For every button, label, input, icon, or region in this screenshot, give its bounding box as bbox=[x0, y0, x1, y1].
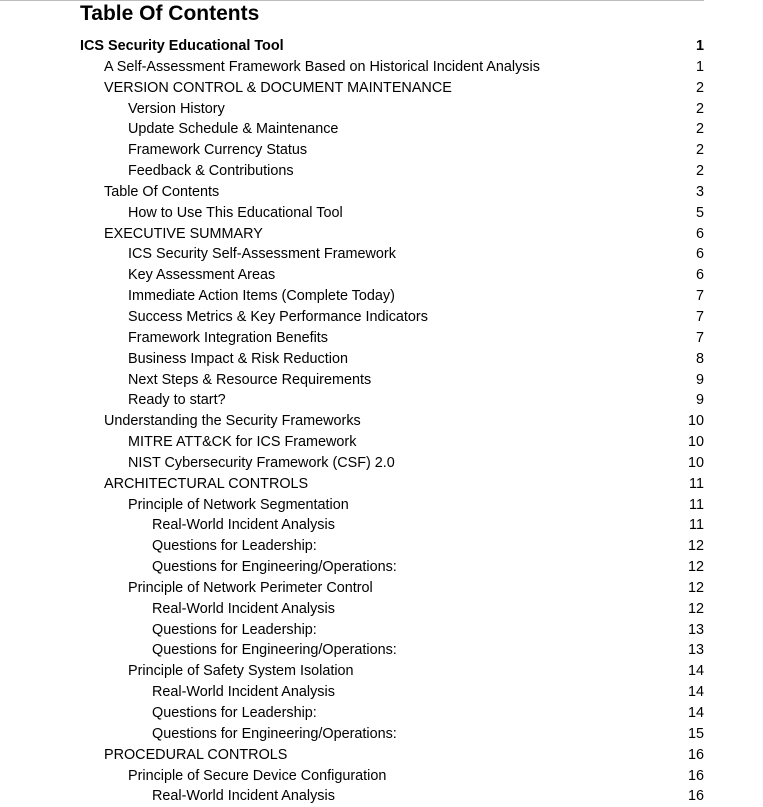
toc-entry[interactable] bbox=[80, 682, 704, 703]
toc-entry-label[interactable]: Immediate Action Items (Complete Today) bbox=[128, 288, 395, 305]
toc-entry-page-number[interactable]: 10 bbox=[687, 413, 704, 430]
toc-entry-label[interactable]: How to Use This Educational Tool bbox=[128, 204, 343, 221]
toc-entry-page-number[interactable]: 3 bbox=[695, 183, 704, 200]
toc-entry-page-number[interactable]: 14 bbox=[687, 684, 704, 701]
toc-entry[interactable] bbox=[80, 99, 704, 120]
toc-entry[interactable] bbox=[80, 182, 704, 203]
toc-entry-label[interactable]: MITRE ATT&CK for ICS Framework bbox=[128, 434, 357, 451]
toc-entry-page-number[interactable]: 9 bbox=[695, 392, 704, 409]
toc-heading: Table Of Contents bbox=[80, 2, 260, 25]
toc-entry[interactable] bbox=[80, 724, 704, 745]
toc-entry[interactable] bbox=[80, 370, 704, 391]
toc-entry-page-number[interactable]: 6 bbox=[695, 225, 704, 242]
toc-entry-label[interactable]: Questions for Engineering/Operations: bbox=[152, 725, 397, 742]
toc-entry-label[interactable]: Ready to start? bbox=[128, 392, 226, 409]
toc-entry-label[interactable]: Table Of Contents bbox=[104, 183, 220, 200]
toc-entry[interactable] bbox=[80, 140, 704, 161]
toc-entry-label[interactable]: EXECUTIVE SUMMARY bbox=[104, 225, 263, 242]
toc-entry-page-number[interactable]: 9 bbox=[695, 371, 704, 388]
toc-entry-page-number[interactable]: 10 bbox=[687, 434, 704, 451]
toc-entry-page-number[interactable]: 12 bbox=[687, 538, 704, 555]
toc-entry-label[interactable]: Business Impact & Risk Reduction bbox=[128, 350, 348, 367]
toc-entry-page-number[interactable]: 13 bbox=[687, 642, 704, 659]
toc-entry-page-number[interactable]: 16 bbox=[687, 788, 704, 805]
toc-entry-label[interactable]: Key Assessment Areas bbox=[128, 267, 276, 284]
toc-entry-page-number[interactable]: 2 bbox=[695, 79, 704, 96]
toc-entry-label[interactable]: Real-World Incident Analysis bbox=[152, 600, 335, 617]
toc-entry-page-number[interactable]: 15 bbox=[687, 725, 704, 742]
toc-entry[interactable] bbox=[80, 620, 704, 641]
toc-entry-page-number[interactable]: 2 bbox=[695, 121, 704, 138]
toc-entry[interactable] bbox=[80, 161, 704, 182]
toc-entry-page-number[interactable]: 7 bbox=[695, 308, 704, 325]
toc-entry-label[interactable]: Principle of Safety System Isolation bbox=[128, 663, 354, 680]
toc-entry-page-number[interactable]: 6 bbox=[695, 246, 704, 263]
toc-entry[interactable] bbox=[80, 474, 704, 495]
toc-entry-page-number[interactable]: 14 bbox=[687, 705, 704, 721]
toc-entry[interactable] bbox=[80, 328, 704, 349]
toc-entry[interactable] bbox=[80, 390, 704, 411]
toc-entry-page-number[interactable]: 2 bbox=[695, 142, 704, 159]
toc-entry[interactable] bbox=[80, 349, 704, 370]
toc-entry-page-number[interactable]: 5 bbox=[695, 204, 704, 221]
toc-entry-page-number[interactable]: 14 bbox=[687, 663, 704, 680]
toc-entry-page-number[interactable]: 13 bbox=[687, 621, 704, 638]
toc-entry-label[interactable]: Principle of Secure Device Configuration bbox=[128, 767, 387, 784]
toc-entry-label[interactable]: A Self-Assessment Framework Based on Historical Incident Analysis bbox=[104, 58, 540, 75]
toc-entry[interactable] bbox=[80, 453, 704, 474]
toc-entry-label[interactable]: Real-World Incident Analysis bbox=[152, 517, 335, 534]
toc-entry-label[interactable]: Questions for Leadership: bbox=[152, 621, 317, 638]
toc-entry-page-number[interactable]: 2 bbox=[695, 100, 704, 117]
toc-entry-label[interactable]: ICS Security Self-Assessment Framework bbox=[128, 246, 396, 263]
toc-entry[interactable] bbox=[80, 515, 704, 536]
toc-entry-page-number[interactable]: 8 bbox=[695, 350, 704, 367]
toc-entry[interactable] bbox=[80, 703, 704, 724]
toc-entry-label[interactable]: PROCEDURAL CONTROLS bbox=[104, 746, 288, 763]
toc-entry-page-number[interactable]: 16 bbox=[687, 746, 704, 763]
toc-entry-label[interactable]: VERSION CONTROL & DOCUMENT MAINTENANCE bbox=[104, 79, 452, 96]
toc-entry-page-number[interactable]: 6 bbox=[695, 267, 704, 284]
toc-entry[interactable] bbox=[80, 536, 704, 557]
page-top-border bbox=[0, 0, 704, 1]
toc-entry-label[interactable]: NIST Cybersecurity Framework (CSF) 2.0 bbox=[128, 454, 395, 471]
toc-entry-label[interactable]: ICS Security Educational Tool bbox=[80, 38, 284, 54]
toc-entry[interactable] bbox=[80, 557, 704, 578]
toc-entry-label[interactable]: Questions for Leadership: bbox=[152, 538, 317, 555]
toc-entry-label[interactable]: Principle of Network Perimeter Control bbox=[128, 579, 373, 596]
toc-entry[interactable] bbox=[80, 745, 704, 766]
toc-entry-page-number[interactable]: 1 bbox=[695, 58, 704, 75]
toc-entry-page-number[interactable]: 2 bbox=[695, 163, 704, 180]
toc-entry[interactable] bbox=[80, 78, 704, 99]
toc-entry-label[interactable]: Questions for Engineering/Operations: bbox=[152, 559, 397, 576]
toc-entry[interactable] bbox=[80, 119, 704, 140]
toc-entry[interactable] bbox=[80, 265, 704, 286]
toc-entry[interactable] bbox=[80, 661, 704, 682]
toc-entry-label[interactable]: Version History bbox=[128, 100, 225, 117]
toc-list bbox=[80, 36, 704, 807]
toc-entry[interactable] bbox=[80, 307, 704, 328]
toc-entry-label[interactable]: Real-World Incident Analysis bbox=[152, 788, 335, 805]
toc-entry[interactable] bbox=[80, 224, 704, 245]
toc-entry-label[interactable]: Questions for Leadership: bbox=[152, 705, 317, 721]
toc-entry-label[interactable]: Framework Integration Benefits bbox=[128, 329, 328, 346]
document-page bbox=[80, 2, 704, 807]
toc-entry-label[interactable]: Update Schedule & Maintenance bbox=[128, 121, 339, 138]
toc-entry[interactable] bbox=[80, 495, 704, 516]
toc-entry[interactable] bbox=[80, 244, 704, 265]
toc-entry-label[interactable]: Next Steps & Resource Requirements bbox=[128, 371, 372, 388]
toc-entry[interactable] bbox=[80, 432, 704, 453]
toc-entry[interactable] bbox=[80, 786, 704, 807]
toc-entry[interactable] bbox=[80, 57, 704, 78]
toc-entry[interactable] bbox=[80, 578, 704, 599]
toc-entry-label[interactable]: Real-World Incident Analysis bbox=[152, 684, 335, 701]
toc-entry-page-number[interactable]: 11 bbox=[689, 475, 704, 492]
toc-entry-label[interactable]: Framework Currency Status bbox=[128, 142, 308, 159]
toc-entry[interactable] bbox=[80, 599, 704, 620]
toc-entry-page-number[interactable]: 11 bbox=[689, 517, 704, 534]
toc-entry[interactable] bbox=[80, 36, 704, 57]
toc-entry[interactable] bbox=[80, 766, 704, 787]
toc-entry-label[interactable]: Questions for Engineering/Operations: bbox=[152, 642, 397, 659]
toc-entry-page-number[interactable]: 11 bbox=[689, 496, 704, 513]
toc-entry-page-number[interactable]: 7 bbox=[695, 329, 704, 346]
toc-entry-page-number[interactable]: 16 bbox=[687, 767, 704, 784]
toc-entry-page-number[interactable]: 12 bbox=[687, 579, 704, 596]
toc-entry-page-number[interactable]: 1 bbox=[695, 38, 704, 54]
toc-entry-page-number[interactable]: 10 bbox=[687, 454, 704, 471]
toc-entry-label[interactable]: Success Metrics & Key Performance Indicators bbox=[128, 308, 428, 325]
toc-entry-label[interactable]: Feedback & Contributions bbox=[128, 163, 294, 180]
toc-entry[interactable] bbox=[80, 286, 704, 307]
toc-entry-label[interactable]: Principle of Network Segmentation bbox=[128, 496, 349, 513]
toc-entry-page-number[interactable]: 12 bbox=[687, 559, 704, 576]
toc-entry-label[interactable]: Understanding the Security Frameworks bbox=[104, 413, 361, 430]
toc-entry-label[interactable]: ARCHITECTURAL CONTROLS bbox=[104, 475, 309, 492]
toc-entry[interactable] bbox=[80, 411, 704, 432]
toc-entry-page-number[interactable]: 12 bbox=[687, 600, 704, 617]
toc-entry[interactable] bbox=[80, 640, 704, 661]
toc-entry[interactable] bbox=[80, 203, 704, 224]
toc-entry-page-number[interactable]: 7 bbox=[695, 288, 704, 305]
